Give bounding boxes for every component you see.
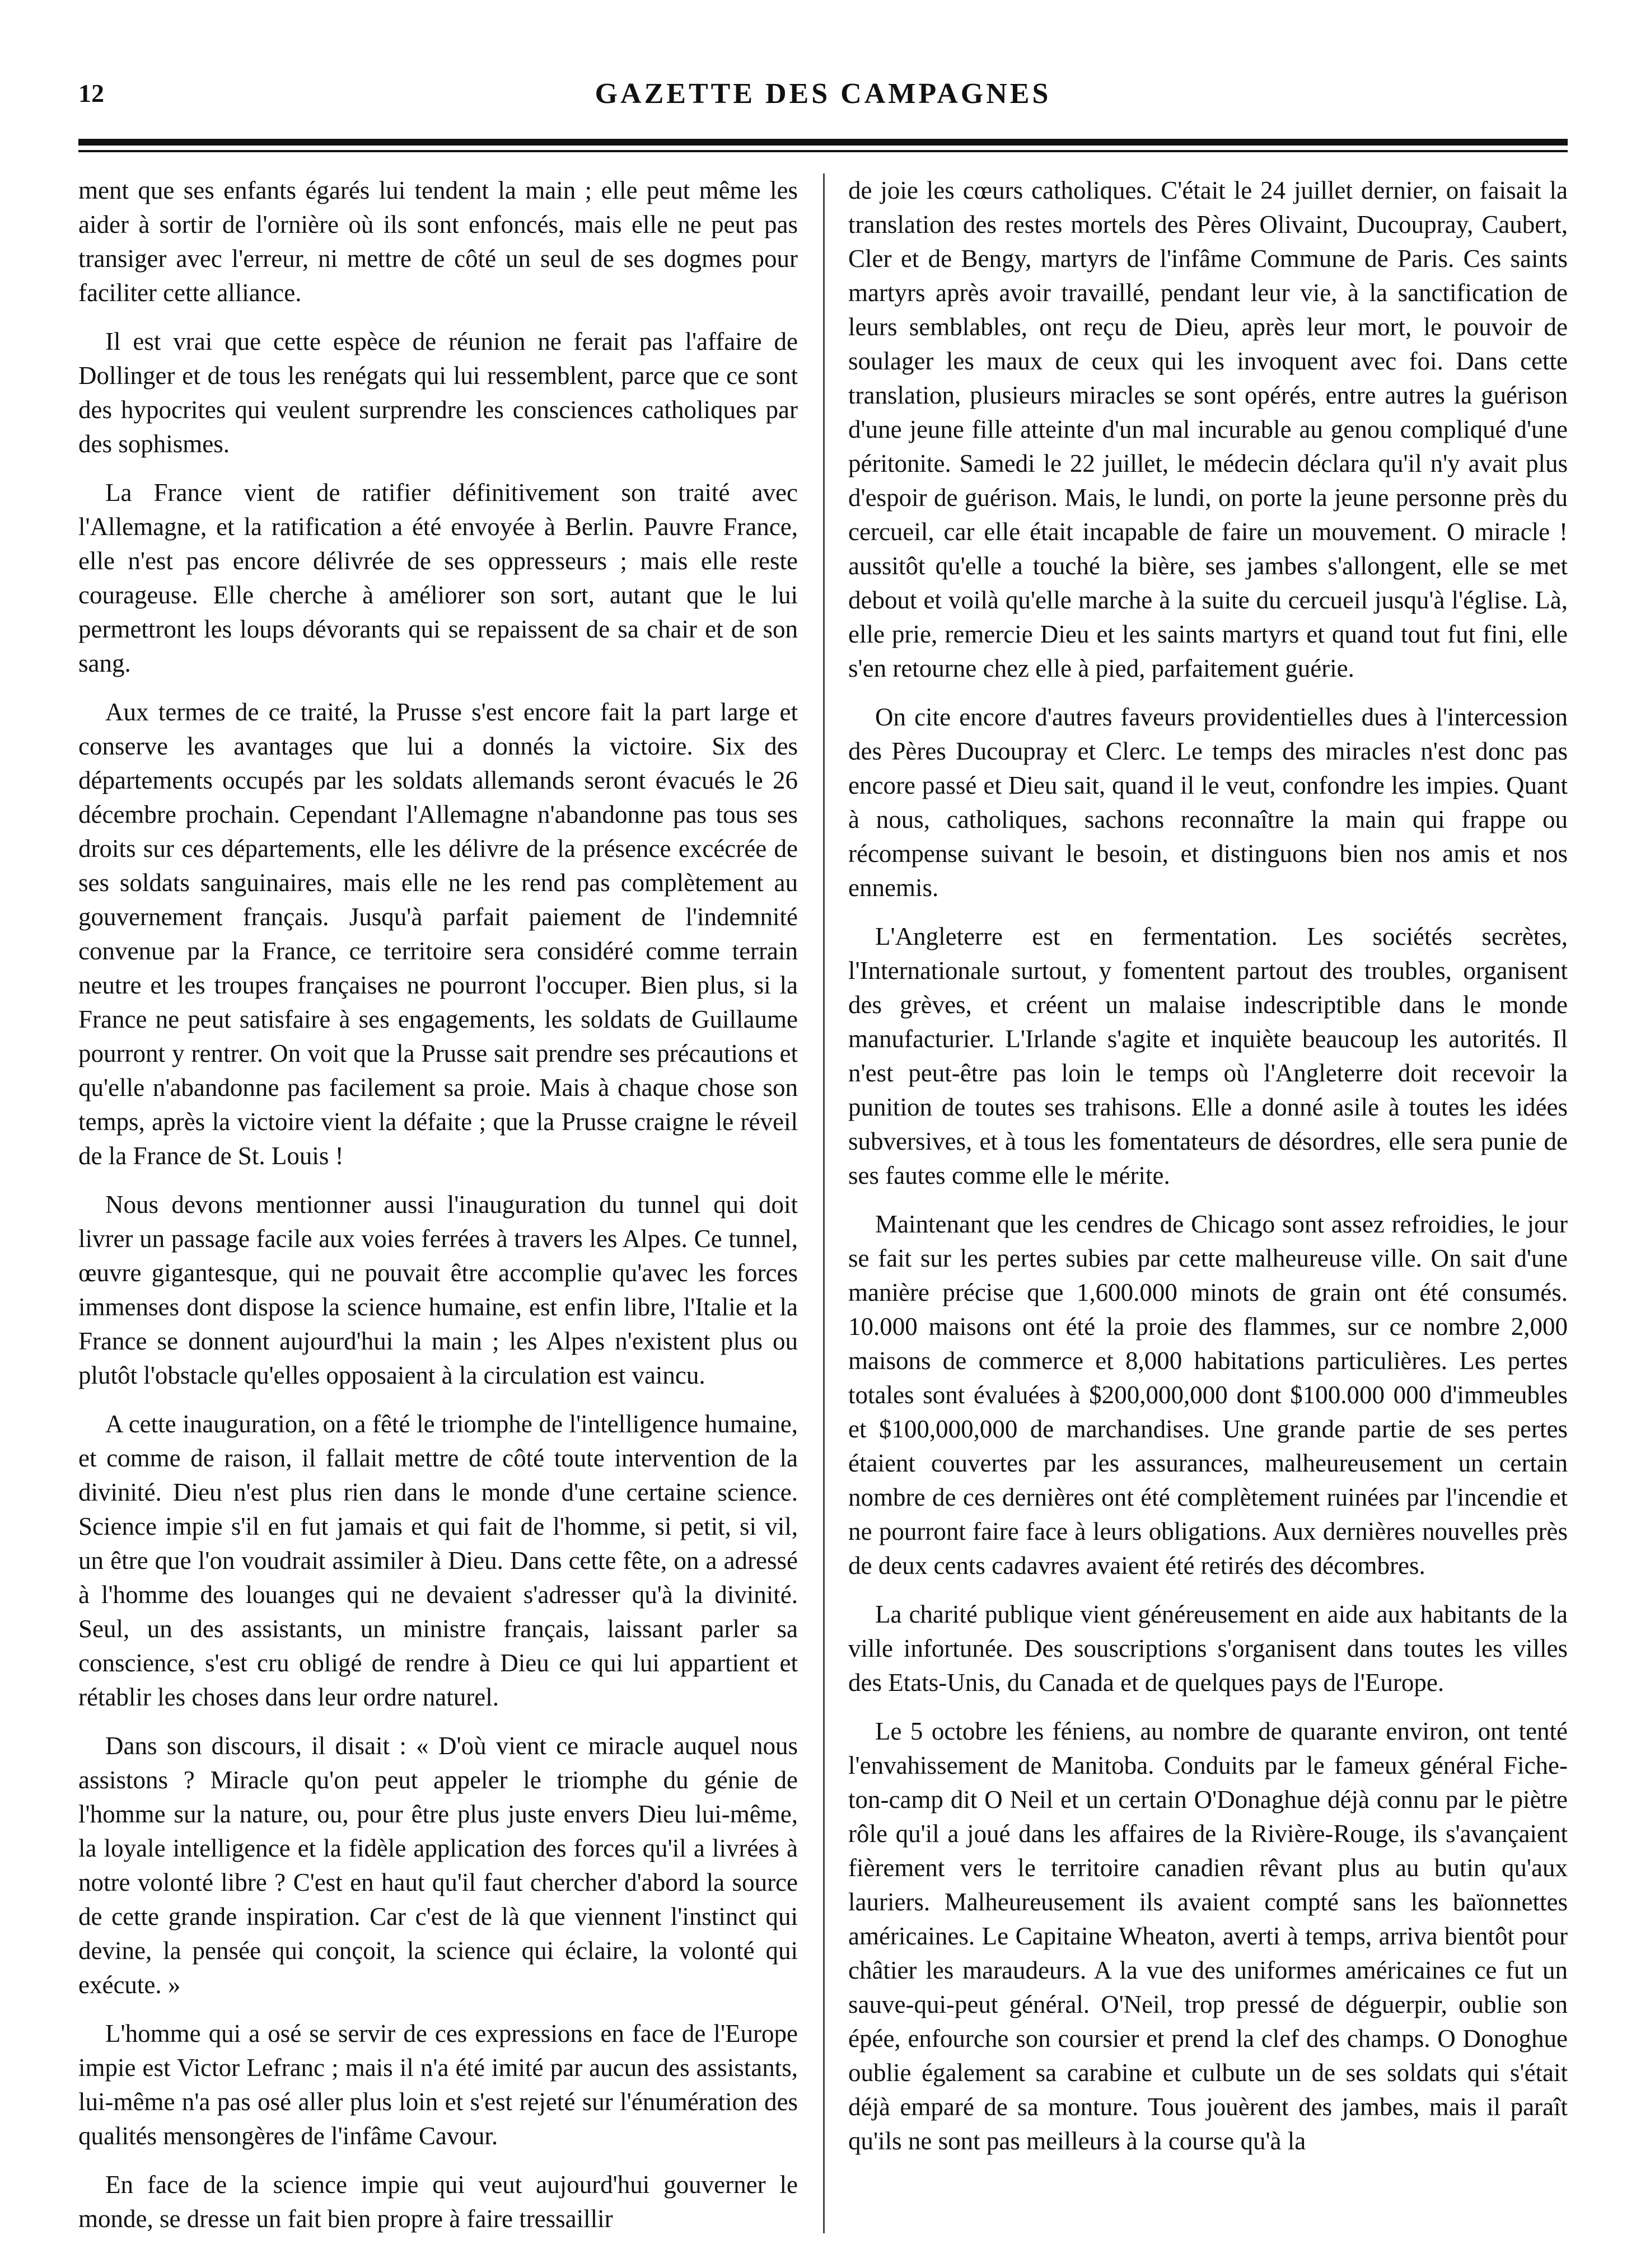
column-divider bbox=[823, 174, 825, 2233]
right-paragraph-6: Le 5 octobre les féniens, au nombre de quarante environ, ont tenté l'envahissement de Manitoba. Conduits par le fameux général Fiche-ton-camp dit O Neil et un certain O'Donaghue déjà connu par le piètre rôle qu'il a joué dans les affaires de la Rivière-Rouge, ils s'avançaient fièrement vers le territoire canadien rêvant plus au butin qu'aux lauriers. Malheureusement ils avaient compté sans les baïonnettes américaines. Le Capitaine Wheaton, averti à temps, arriva bientôt pour châtier les maraudeurs. A la vue des uniformes américaines ce fut un sauve-qui-peut général. O'Neil, trop pressé de déguerpir, oublie son épée, enfourche son coursier et prend la clef des champs. O Donoghue oublie également sa carabine et culbute un de ses soldats qui s'était déjà emparé de sa monture. Tous jouèrent des jambes, mais il paraît qu'ils ne sont pas meilleurs à la course qu'à la bbox=[848, 1717, 1568, 2155]
right-column bbox=[848, 174, 1568, 2233]
left-paragraph-6: A cette inauguration, on a fêté le triomphe de l'intelligence humaine, et comme de raison, il fallait mettre de côté toute intervention de la divinité. Dieu n'est plus rien dans le monde d'une certaine science. Science impie s'il en fut jamais et qui fait de l'homme, si petit, si vil, un être que l'on voudrait assimiler à Dieu. Dans cette fête, on a adressé à l'homme des louanges qui ne devaient s'adresser qu'à la divinité. Seul, un des assistants, un ministre français, laissant parler sa conscience, s'est cru obligé de rendre à Dieu ce qui lui appartient et rétablir les choses dans leur ordre naturel. bbox=[78, 1410, 798, 1711]
left-paragraph-2: Il est vrai que cette espèce de réunion ne ferait pas l'affaire de Dollinger et de tous les renégats qui lui ressemblent, parce que ce sont des hypocrites qui veulent surprendre les consciences catholiques par des sophismes. bbox=[78, 327, 798, 458]
left-paragraph-7-quote: Dans son discours, il disait : « D'où vient ce miracle auquel nous assistons ? Miracle qu'on peut appeler le triomphe du génie de l'homme sur la nature, ou, pour être plus juste envers Dieu lui-même, la loyale intelligence et la fidèle application des forces qu'il a livrées à notre volonté libre ? C'est en haut qu'il faut chercher d'abord la source de cette grande inspiration. Car c'est de là que viennent l'instinct qui devine, la pensée qui conçoit, la science qui éclaire, la volonté qui exécute. » bbox=[78, 1732, 798, 1999]
right-paragraph-2: On cite encore d'autres faveurs providentielles dues à l'intercession des Pères Ducoupray et Clerc. Le temps des miracles n'est donc pas encore passé et Dieu sait, quand il le veut, confondre les impies. Quant à nous, catholiques, sachons reconnaître la main qui frappe ou récompense suivant le besoin, et distinguons bien nos amis et nos ennemis. bbox=[848, 703, 1568, 902]
left-paragraph-9: En face de la science impie qui veut aujourd'hui gouverner le monde, se dresse un fait bien propre à faire tressaillir bbox=[78, 2171, 798, 2233]
newspaper-page bbox=[78, 73, 1568, 2233]
left-paragraph-3: La France vient de ratifier définitivement son traité avec l'Allemagne, et la ratification a été envoyée à Berlin. Pauvre France, elle n'est pas encore délivrée de ses oppresseurs ; mais elle reste courageuse. Elle cherche à améliorer son sort, autant que le lui permettront les loups dévorants qui se repaissent de sa chair et de son sang. bbox=[78, 479, 798, 677]
right-paragraph-5: La charité publique vient généreusement en aide aux habitants de la ville infortunée. Des souscriptions s'organisent dans toutes les villes des Etats-Unis, du Canada et de quelques pays de l'Europe. bbox=[848, 1600, 1568, 1697]
page-header bbox=[78, 73, 1568, 118]
header-rule-thick bbox=[78, 139, 1568, 146]
left-paragraph-4: Aux termes de ce traité, la Prusse s'est encore fait la part large et conserve les avantages que lui a donnés la victoire. Six des départements occupés par les soldats allemands seront évacués le 26 décembre prochain. Cependant l'Allemagne n'abandonne pas tous ses droits sur ces départements, elle les délivre de la présence excécrée de ses soldats sanguinaires, mais elle ne les rend pas complètement au gouvernement français. Jusqu'à parfait paiement de l'indemnité convenue par la France, ce territoire sera considéré comme terrain neutre et les troupes françaises ne pourront l'occuper. Bien plus, si la France ne peut satisfaire à ses engagements, les soldats de Guillaume pourront y rentrer. On voit que la Prusse sait prendre ses précautions et qu'elle n'abandonne pas facilement sa proie. Mais à chaque chose son temps, après la victoire vient la défaite ; que la Prusse craigne le réveil de la France de St. Louis ! bbox=[78, 698, 798, 1170]
masthead-title: GAZETTE DES CAMPAGNES bbox=[595, 78, 1051, 110]
article-columns bbox=[78, 174, 1568, 2233]
right-paragraph-1: de joie les cœurs catholiques. C'était le 24 juillet dernier, on faisait la translation des restes mortels des Pères Olivaint, Ducoupray, Caubert, Cler et de Bengy, martyrs de l'infâme Commune de Paris. Ces saints martyrs après avoir travaillé, pendant leur vie, à la sanctification de leurs semblables, ont reçu de Dieu, après leur mort, le pouvoir de soulager les maux de ceux qui les invoquent avec foi. Dans cette translation, plusieurs miracles se sont opérés, entre autres la guérison d'une jeune fille atteinte d'un mal incurable au genou compliqué d'une péritonite. Samedi le 22 juillet, le médecin déclara qu'il n'y avait plus d'espoir de guérison. Mais, le lundi, on porte la jeune personne près du cercueil, car elle était incapable de faire un mouvement. O miracle ! aussitôt qu'elle a touché la bière, ses jambes s'allongent, elle se met debout et voilà qu'elle marche à la suite du cercueil jusqu'à l'église. Là, elle prie, remercie Dieu et les saints martyrs et quand tout fut fini, elle s'en retourne chez elle à pied, parfaitement guérie. bbox=[848, 176, 1568, 682]
right-paragraph-4: Maintenant que les cendres de Chicago sont assez refroidies, le jour se fait sur les pertes subies par cette malheureuse ville. On sait d'une manière précise que 1,600.000 minots de grain ont été consumés. 10.000 maisons ont été la proie des flammes, sur ce nombre 2,000 maisons de commerce et 8,000 habitations particulières. Les pertes totales sont évaluées à $200,000,000 dont $100.000 000 d'immeubles et $100,000,000 de marchandises. Une grande partie de ses pertes étaient couvertes par les assurances, malheureusement un certain nombre de ces dernières ont été complètement ruinées par l'incendie et ne pourront faire face à leurs obligations. Aux dernières nouvelles près de deux cents cadavres avaient été retirés des décombres. bbox=[848, 1210, 1568, 1580]
right-paragraph-3: L'Angleterre est en fermentation. Les sociétés secrètes, l'Internationale surtout, y fomentent partout des troubles, organisent des grèves, et créent un malaise indescriptible dans le monde manufacturier. L'Irlande s'agite et inquiète beaucoup les autorités. Il n'est peut-être pas loin le temps où l'Angleterre doit recevoir la punition de toutes ses trahisons. Elle a donné asile à toutes les idées subversives, et à tous les fomentateurs de désordres, elle sera punie de ses fautes comme elle le mérite. bbox=[848, 922, 1568, 1189]
left-paragraph-5: Nous devons mentionner aussi l'inauguration du tunnel qui doit livrer un passage facile aux voies ferrées à travers les Alpes. Ce tunnel, œuvre gigantesque, qui ne pouvait être accomplie qu'avec les forces immenses dont dispose la science humaine, est enfin libre, l'Italie et la France se donnent aujourd'hui la main ; les Alpes n'existent plus ou plutôt l'obstacle qu'elles opposaient à la circulation est vaincu. bbox=[78, 1191, 798, 1389]
left-paragraph-1: ment que ses enfants égarés lui tendent la main ; elle peut même les aider à sortir de l'ornière où ils sont enfoncés, mais elle ne peut pas transiger avec l'erreur, ni mettre de côté un seul de ses dogmes pour faciliter cette alliance. bbox=[78, 176, 798, 307]
left-column bbox=[78, 174, 798, 2233]
page-number: 12 bbox=[78, 79, 104, 107]
left-paragraph-8: L'homme qui a osé se servir de ces expressions en face de l'Europe impie est Victor Lefranc ; mais il n'a été imité par aucun des assistants, lui-même n'a pas osé aller plus loin et s'est rejeté sur l'énumération des qualités mensongères de l'infâme Cavour. bbox=[78, 2019, 798, 2150]
header-rule-thin bbox=[78, 150, 1568, 152]
